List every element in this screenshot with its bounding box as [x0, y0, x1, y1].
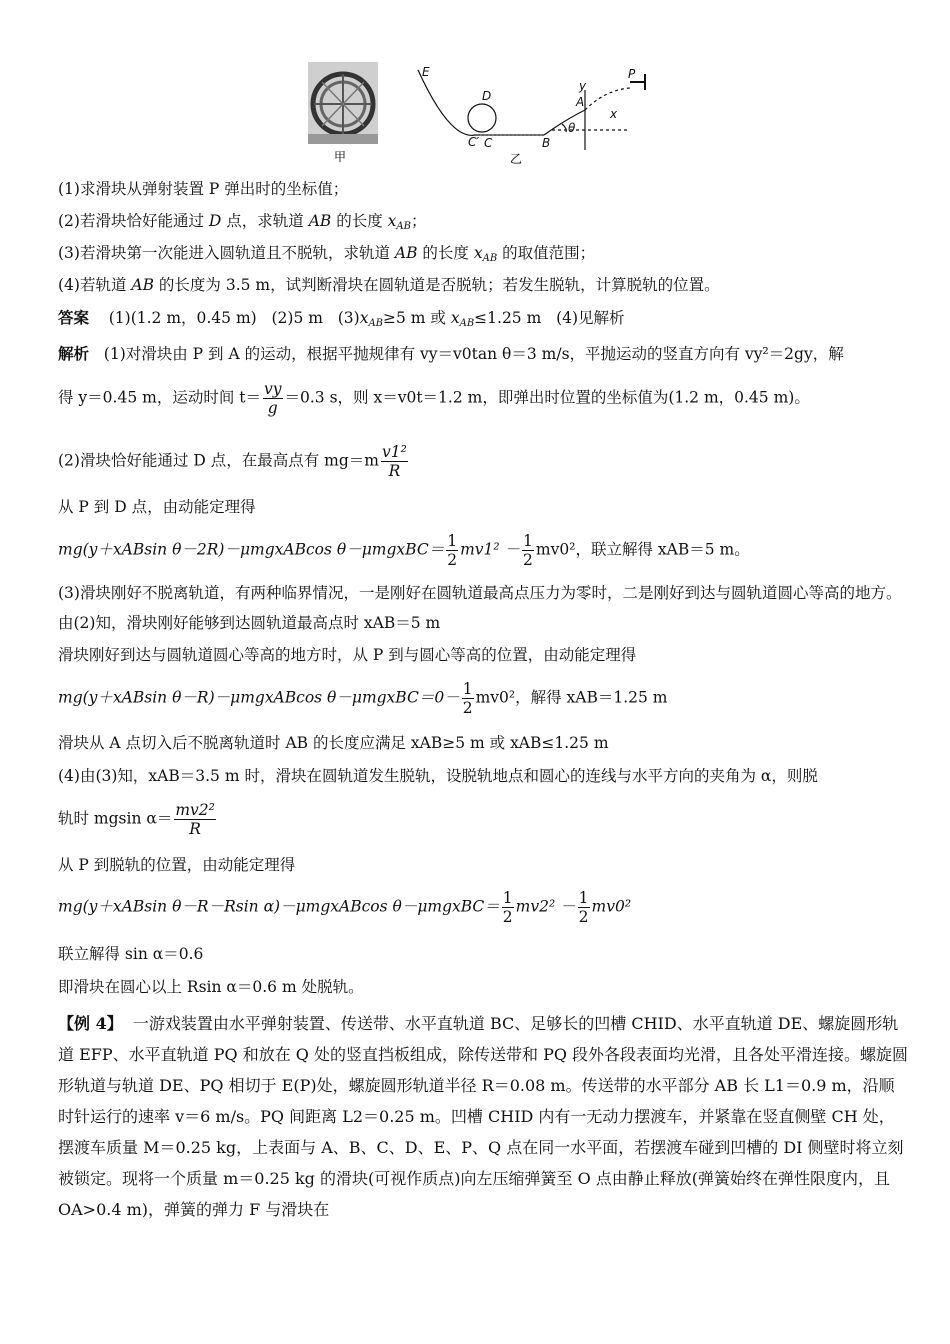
analysis-line-15: 即滑块在圆心以上 Rsin α＝0.6 m 处脱轨。	[58, 978, 364, 996]
point-D: D	[482, 89, 492, 103]
analysis-line-1: 解析 (1)对滑块由 P 到 A 的运动，根据平抛规律有 vy＝v0tan θ＝3 m/s，平抛运动的竖直方向有 vy²＝2gy，解	[58, 344, 844, 363]
question-1: (1)求滑块从弹射装置 P 弹出时的坐标值；	[58, 180, 349, 198]
figure-label-jia: 甲	[334, 150, 347, 164]
analysis-line-14: 联立解得 sin α＝0.6	[58, 945, 204, 963]
figure-label-yi: 乙	[510, 152, 523, 166]
point-E: E	[422, 65, 430, 79]
analysis-line-13: mg(y＋xABsin θ－R－Rsin α)－μmgxABcos θ－μmgxBC＝ $\frac{1}{2}$ mv2² － $\frac{1}{2}$ mv0²	[58, 889, 632, 926]
point-B: B	[542, 136, 551, 150]
point-C: C	[484, 136, 493, 150]
question-4: (4)若轨道 AB 的长度为 3.5 m，试判断滑块在圆轨道是否脱轨；若发生脱轨，计算脱轨的位置。	[58, 276, 720, 294]
analysis-line-5: mg(y＋xABsin θ－2R)－μmgxABcos θ－μmgxBC＝ $\frac{1}{2}$ mv1² － $\frac{1}{2}$ mv0²，联立解得 xAB＝5 m。	[58, 532, 750, 569]
analysis-line-10: (4)由(3)知，xAB＝3.5 m 时，滑块在圆轨道发生脱轨，设脱轨地点和圆心的连线与水平方向的夹角为 α，则脱	[58, 767, 818, 785]
analysis-line-7: 滑块刚好到达与圆轨道圆心等高的地方时，从 P 到与圆心等高的位置，由动能定理得	[58, 646, 637, 664]
roller-coaster-photo	[308, 62, 378, 144]
example-4: 【例 4】 一游戏装置由水平弹射装置、传送带、水平直轨道 BC、足够长的凹槽 CHID、水平直轨道 DE、螺旋圆形轨道 EFP、水平直轨道 PQ 和放在 Q 处的竖直挡板组成，除传送带和 PQ 段外各段表面均光滑，且各处平滑连接。螺旋圆形轨道与轨道 DE、PQ 相切于 E(P)处，螺旋圆形轨道半径 R＝0.08 m。传送带的水平部分 AB 长 L1＝0.9 m，沿顺时针运行的速率 v＝6 m/s。PQ 间距离 L2＝0.25 m。凹槽 CHID 内有一无动力摆渡车，并紧靠在竖直侧壁 CH 处，摆渡车质量 M＝0.25 kg，上表面与 A、B、C、D、E、P、Q 点在同一水平面，若摆渡车碰到凹槽的 DI 侧壁时将立刻被锁定。现将一个质量 m＝0.25 kg 的滑块(可视作质点)向左压缩弹簧至 O 点由静止释放(弹簧始终在弹性限度内，且 OA>0.4 m)，弹簧的弹力 F 与滑块在	[58, 1014, 909, 1219]
question-3: (3)若滑块第一次能进入圆轨道且不脱轨，求轨道 AB 的长度 $x_{AB}$ 的取值范围；	[58, 244, 596, 264]
analysis-line-12: 从 P 到脱轨的位置，由动能定理得	[58, 856, 296, 874]
answer-line: 答案 (1)(1.2 m，0.45 m) (2)5 m $(3)x_{AB}\ge 5$ m 或 $x_{AB}\le 1.25$ m (4)见解析	[58, 308, 625, 329]
analysis-line-3: (2)滑块恰好能通过 D 点，在最高点有 mg＝m $\frac{\text{v1²}}{R}$	[58, 443, 407, 480]
axis-x: x	[610, 107, 618, 121]
point-A: A	[576, 95, 585, 109]
analysis-line-8: mg(y＋xABsin θ－R)－μmgxABcos θ－μmgxBC＝0－ $\frac{1}{2}$ mv0²，解得 xAB＝1.25 m	[58, 680, 668, 717]
analysis-line-11: 轨时 mgsin α＝ $\frac{\text{mv2²}}{R}$	[58, 801, 215, 838]
analysis-line-6: (3)滑块刚好不脱离轨道，有两种临界情况，一是刚好在圆轨道最高点压力为零时，二是刚好到达与圆轨道圆心等高的地方。由(2)知，滑块刚好能够到达圆轨道最高点时 xAB＝5 m	[58, 584, 902, 632]
analysis-line-2: 得 y＝0.45 m，运动时间 t＝ $\frac{vy}{g}$ ＝0.3 s，则 x＝v0t＝1.2 m，即弹出时位置的坐标值为(1.2 m，0.45 m)。	[58, 380, 810, 417]
point-C-prime: C′	[468, 135, 480, 149]
analysis-line-4: 从 P 到 D 点，由动能定理得	[58, 498, 256, 516]
angle-theta: θ	[568, 121, 576, 135]
figure-panel	[300, 60, 660, 170]
axis-y: y	[579, 79, 587, 93]
point-P: P	[628, 67, 636, 81]
question-2: (2)若滑块恰好能通过 D 点，求轨道 AB 的长度 $x_{AB}$；	[58, 212, 427, 232]
analysis-line-9: 滑块从 A 点切入后不脱离轨道时 AB 的长度应满足 xAB≥5 m 或 xAB≤1.25 m	[58, 734, 609, 752]
